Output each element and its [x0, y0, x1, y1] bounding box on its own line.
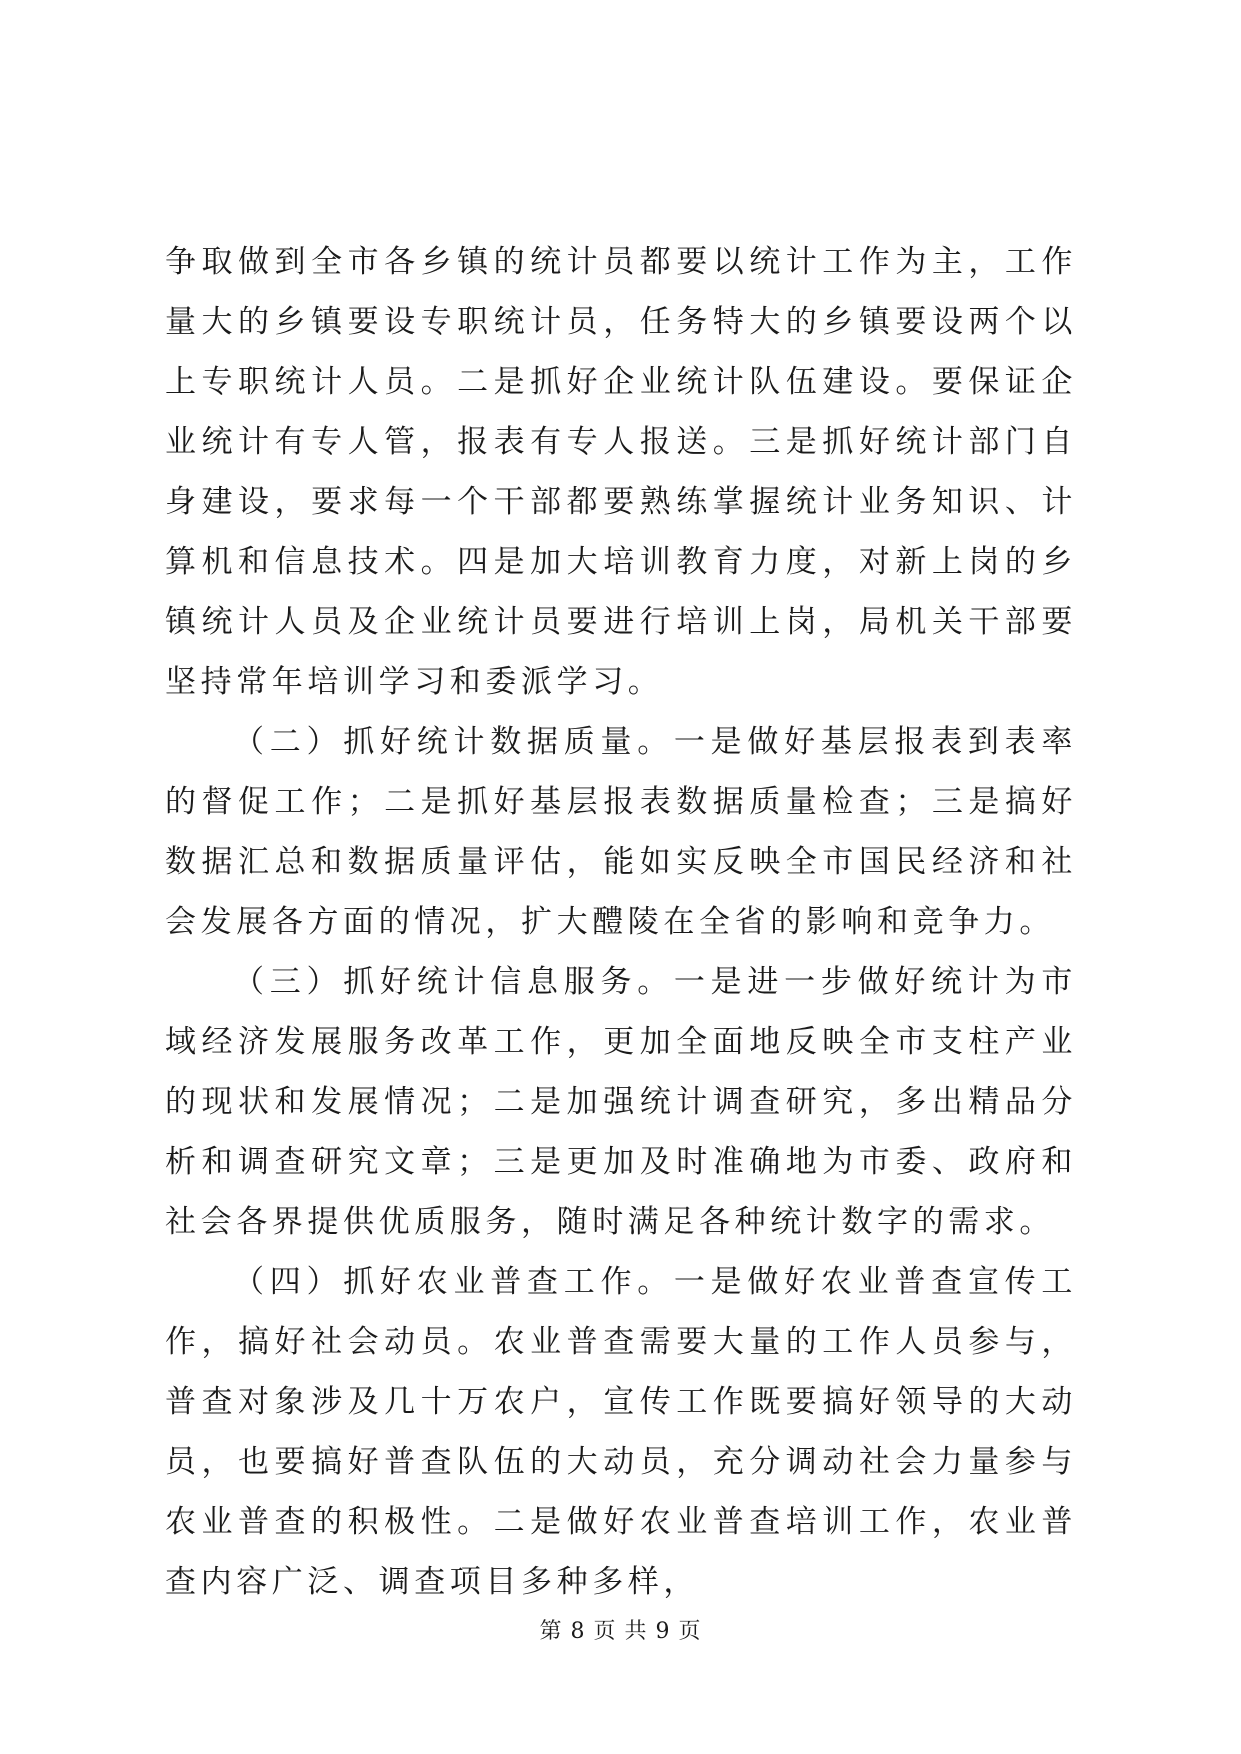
- document-body: [165, 232, 1077, 1612]
- paragraph-continuation: 争取做到全市各乡镇的统计员都要以统计工作为主，工作量大的乡镇要设专职统计员，任务特大的乡镇要设两个以上专职统计人员。二是抓好企业统计队伍建设。要保证企业统计有专人管，报表有专人报送。三是抓好统计部门自身建设，要求每一个干部都要熟练掌握统计业务知识、计算机和信息技术。四是加大培训教育力度，对新上岗的乡镇统计人员及企业统计员要进行培训上岗，局机关干部要坚持常年培训学习和委派学习。: [165, 244, 1077, 700]
- paragraph-agri-census: （四）抓好农业普查工作。一是做好农业普查宣传工作，搞好社会动员。农业普查需要大量的工作人员参与，普查对象涉及几十万农户，宣传工作既要搞好领导的大动员，也要搞好普查队伍的大动员，充分调动社会力量参与农业普查的积极性。二是做好农业普查培训工作，农业普查内容广泛、调查项目多种多样，: [165, 1264, 1077, 1600]
- page-number-footer: 第 8 页 共 9 页: [539, 1619, 702, 1644]
- paragraph-info-service: （三）抓好统计信息服务。一是进一步做好统计为市域经济发展服务改革工作，更加全面地反映全市支柱产业的现状和发展情况；二是加强统计调查研究，多出精品分析和调查研究文章；三是更加及时准确地为市委、政府和社会各界提供优质服务，随时满足各种统计数字的需求。: [165, 964, 1077, 1240]
- paragraph-data-quality: （二）抓好统计数据质量。一是做好基层报表到表率的督促工作；二是抓好基层报表数据质量检查；三是搞好数据汇总和数据质量评估，能如实反映全市国民经济和社会发展各方面的情况，扩大醴陵在全省的影响和竞争力。: [165, 724, 1077, 940]
